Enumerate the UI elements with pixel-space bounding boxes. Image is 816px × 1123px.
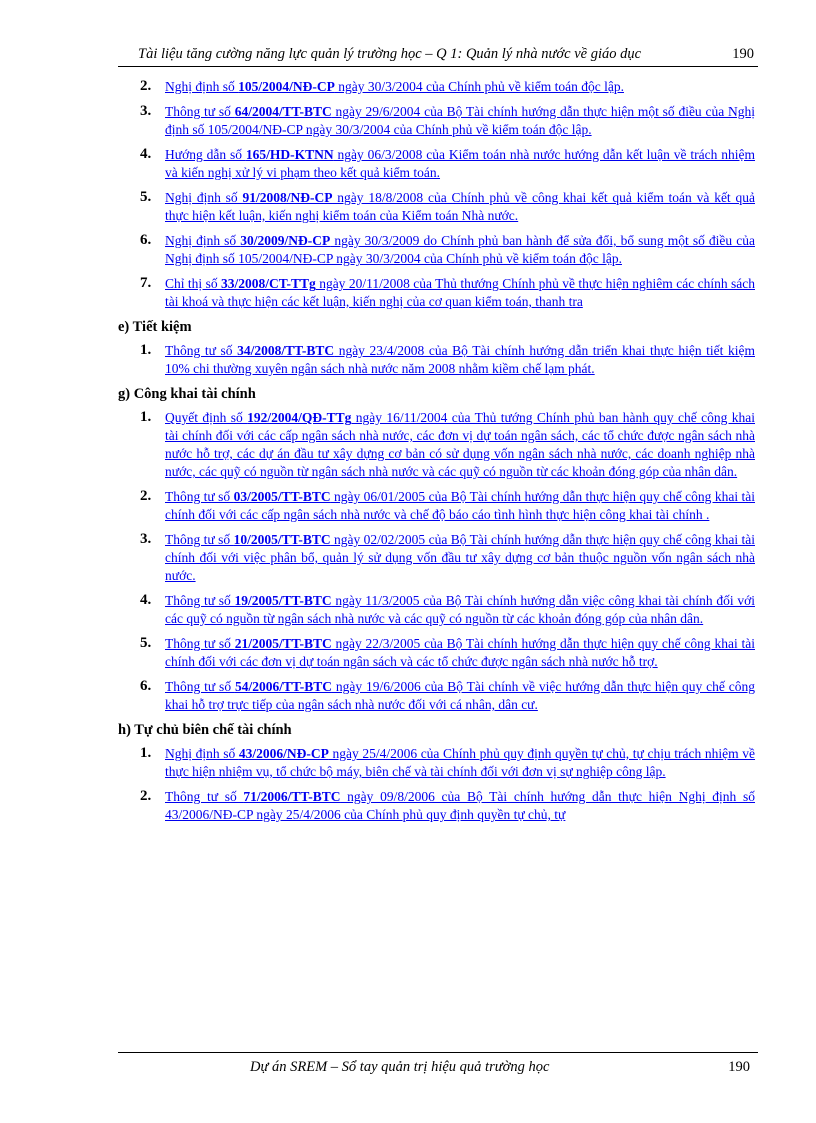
document-code: 19/2005/TT-BTC	[234, 593, 332, 608]
section-title: e) Tiết kiệm	[118, 319, 192, 335]
section-title: g) Công khai tài chính	[118, 386, 256, 402]
section	[118, 78, 758, 311]
section	[118, 386, 758, 714]
link-prefix: Thông tư số	[165, 532, 234, 547]
link-prefix: Thông tư số	[165, 489, 234, 504]
link-description: ngày 29/6/2004 của Bộ Tài chính hướng dẫn thực hiện một số điều của Nghị định số 105/2004/NĐ-CP ngày 30/3/2004 của Chính phủ về kiểm toán độc lập.	[165, 104, 755, 137]
link-prefix: Nghị định số	[165, 746, 239, 761]
document-link[interactable]	[165, 531, 755, 585]
document-code: 30/2009/NĐ-CP	[240, 233, 331, 248]
link-prefix: Chỉ thị số	[165, 276, 221, 291]
list-item	[118, 678, 758, 714]
link-description: ngày 11/3/2005 của Bộ Tài chính hướng dẫn việc công khai tài chính đối với các quỹ có nguồn từ ngân sách nhà nước và các quỹ có nguồn từ các khoản đóng góp của nhân dân.	[165, 593, 755, 626]
item-number: 3.	[140, 531, 152, 547]
item-number: 6.	[140, 232, 152, 248]
numbered-list	[118, 342, 758, 378]
item-number: 5.	[140, 189, 152, 205]
document-link[interactable]	[165, 788, 755, 824]
document-code: 21/2005/TT-BTC	[234, 636, 332, 651]
footer-page-number: 190	[728, 1059, 750, 1075]
item-number: 1.	[140, 342, 152, 358]
list-item	[118, 78, 758, 96]
document-code: 03/2005/TT-BTC	[233, 489, 331, 504]
list-item	[118, 275, 758, 311]
document-link[interactable]	[165, 592, 755, 628]
page-footer	[118, 1052, 758, 1079]
document-link[interactable]	[165, 678, 755, 714]
item-number: 5.	[140, 635, 152, 651]
numbered-list	[118, 78, 758, 311]
document-code: 105/2004/NĐ-CP	[238, 79, 335, 94]
link-prefix: Nghị định số	[165, 190, 243, 205]
link-description: ngày 20/11/2008 của Thủ thướng Chính phủ về thực hiện nghiêm các chính sách tài khoá và thực hiện các kết luận, kiến nghị của cơ quan kiểm toán, thanh tra	[165, 276, 755, 309]
list-item	[118, 592, 758, 628]
link-prefix: Nghị định số	[165, 79, 239, 94]
numbered-list	[118, 409, 758, 714]
link-description: ngày 25/4/2006 của Chính phủ quy định quyền tự chủ, tự chịu trách nhiệm về thực hiện nhiệm vụ, tổ chức bộ máy, biên chế và tài chính đối với đơn vị sự nghiệp công lập.	[165, 746, 756, 779]
link-description: ngày 06/3/2008 của Kiểm toán nhà nước hướng dẫn kết luận về trách nhiệm và kiến nghị xử lý vi phạm theo kết quả kiểm toán.	[165, 147, 756, 180]
link-description: ngày 22/3/2005 của Bộ Tài chính hướng dẫn thực hiện quy chế công khai tài chính đối với các đơn vị dự toán ngân sách và các tổ chức được ngân sách nhà nước hỗ trợ.	[165, 636, 755, 669]
document-link[interactable]	[165, 275, 755, 311]
footer-title: Dự án SREM – Sổ tay quản trị hiệu quả trường học	[250, 1059, 550, 1075]
link-prefix: Thông tư số	[165, 593, 235, 608]
document-link[interactable]	[165, 745, 755, 781]
list-item	[118, 103, 758, 139]
link-description: ngày 18/8/2008 của Chính phủ về công khai kết quả kiểm toán và kết quả thực hiện kết luận, kiến nghị kiểm toán của Kiểm toán Nhà nước.	[165, 190, 755, 223]
page-header	[118, 44, 758, 67]
section-title: h) Tự chủ biên chế tài chính	[118, 722, 292, 738]
item-number: 6.	[140, 678, 152, 694]
document-code: 10/2005/TT-BTC	[233, 532, 331, 547]
document-code: 43/2006/NĐ-CP	[238, 746, 329, 761]
document-link[interactable]	[165, 78, 755, 96]
document-code: 71/2006/TT-BTC	[243, 789, 341, 804]
link-description: ngày 30/3/2004 của Chính phủ về kiểm toán độc lập.	[334, 79, 624, 94]
link-description: ngày 06/01/2005 của Bộ Tài chính hướng dẫn thực hiện quy chế công khai tài chính đối với các cấp ngân sách nhà nước và chế độ báo cáo tình hình thực hiện công khai tài chính .	[165, 489, 755, 522]
list-item	[118, 232, 758, 268]
document-link[interactable]	[165, 488, 755, 524]
document-code: 64/2004/TT-BTC	[234, 104, 332, 119]
list-item	[118, 409, 758, 481]
list-item	[118, 146, 758, 182]
section	[118, 722, 758, 824]
item-number: 2.	[140, 788, 152, 804]
list-item	[118, 488, 758, 524]
reference-list	[118, 78, 758, 831]
item-number: 2.	[140, 488, 152, 504]
link-prefix: Thông tư số	[165, 636, 235, 651]
header-page-number: 190	[732, 46, 754, 62]
header-title: Tài liệu tăng cường năng lực quản lý trường học – Q 1: Quản lý nhà nước về giáo dục	[138, 46, 642, 62]
link-prefix: Thông tư số	[165, 679, 235, 694]
item-number: 7.	[140, 275, 152, 291]
section	[118, 319, 758, 378]
document-link[interactable]	[165, 409, 755, 481]
document-link[interactable]	[165, 146, 755, 182]
link-prefix: Thông tư số	[165, 789, 244, 804]
document-link[interactable]	[165, 103, 755, 139]
link-description: ngày 23/4/2008 của Bộ Tài chính hướng dẫn triển khai thực hiện tiết kiệm 10% chi thường xuyên ngân sách nhà nước năm 2008 nhằm kiềm chế lạm phát.	[165, 343, 755, 376]
document-link[interactable]	[165, 232, 755, 268]
list-item	[118, 745, 758, 781]
list-item	[118, 189, 758, 225]
link-prefix: Hướng dẫn số	[165, 147, 246, 162]
document-link[interactable]	[165, 635, 755, 671]
document-code: 165/HD-KTNN	[245, 147, 334, 162]
document-code: 33/2008/CT-TTg	[221, 276, 316, 291]
numbered-list	[118, 745, 758, 824]
item-number: 1.	[140, 745, 152, 761]
item-number: 4.	[140, 592, 152, 608]
document-code: 91/2008/NĐ-CP	[242, 190, 333, 205]
document-code: 192/2004/QĐ-TTg	[247, 410, 352, 425]
link-description: ngày 09/8/2006 của Bộ Tài chính hướng dẫn thực hiện Nghị định số 43/2006/NĐ-CP ngày 25/4/2006 của Chính phủ quy định quyền tự chủ, tự	[165, 789, 755, 822]
link-prefix: Thông tư số	[165, 104, 235, 119]
item-number: 4.	[140, 146, 152, 162]
list-item	[118, 531, 758, 585]
item-number: 2.	[140, 78, 152, 94]
link-prefix: Quyết định số	[165, 410, 248, 425]
link-description: ngày 16/11/2004 của Thủ tướng Chính phủ ban hành quy chế công khai tài chính đối với các cấp ngân sách nhà nước, các đơn vị dự toán ngân sách, các tổ chức được ngân sách nhà nước hỗ trợ, các dự án đầu tư xây dựng cơ bản có sử dụng vốn ngân sách nhà nước, các doanh nghiệp nhà nước, các quỹ có nguồn từ ngân sách nhà nước và các quỹ có nguồn từ các khoản đóng góp của nhân dân.	[165, 410, 755, 479]
link-prefix: Thông tư số	[165, 343, 238, 358]
document-link[interactable]	[165, 342, 755, 378]
item-number: 3.	[140, 103, 152, 119]
link-prefix: Nghị định số	[165, 233, 241, 248]
document-code: 34/2008/TT-BTC	[237, 343, 335, 358]
list-item	[118, 788, 758, 824]
link-description: ngày 30/3/2009 do Chính phủ ban hành để sửa đổi, bổ sung một số điều của Nghị định số 105/2004/NĐ-CP ngày 30/3/2004 của Chính phủ về kiểm toán độc lập.	[165, 233, 755, 266]
link-description: ngày 19/6/2006 của Bộ Tài chính về việc hướng dẫn thực hiện quy chế công khai hỗ trợ trực tiếp của ngân sách nhà nước đối với cá nhân, dân cư.	[165, 679, 755, 712]
document-code: 54/2006/TT-BTC	[234, 679, 332, 694]
list-item	[118, 635, 758, 671]
list-item	[118, 342, 758, 378]
item-number: 1.	[140, 409, 152, 425]
document-link[interactable]	[165, 189, 755, 225]
link-description: ngày 02/02/2005 của Bộ Tài chính hướng dẫn thực hiện quy chế công khai tài chính đối với việc phân bổ, quản lý sử dụng vốn đầu tư xây dựng cơ bản thuộc nguồn vốn ngân sách nhà nước.	[165, 532, 755, 583]
